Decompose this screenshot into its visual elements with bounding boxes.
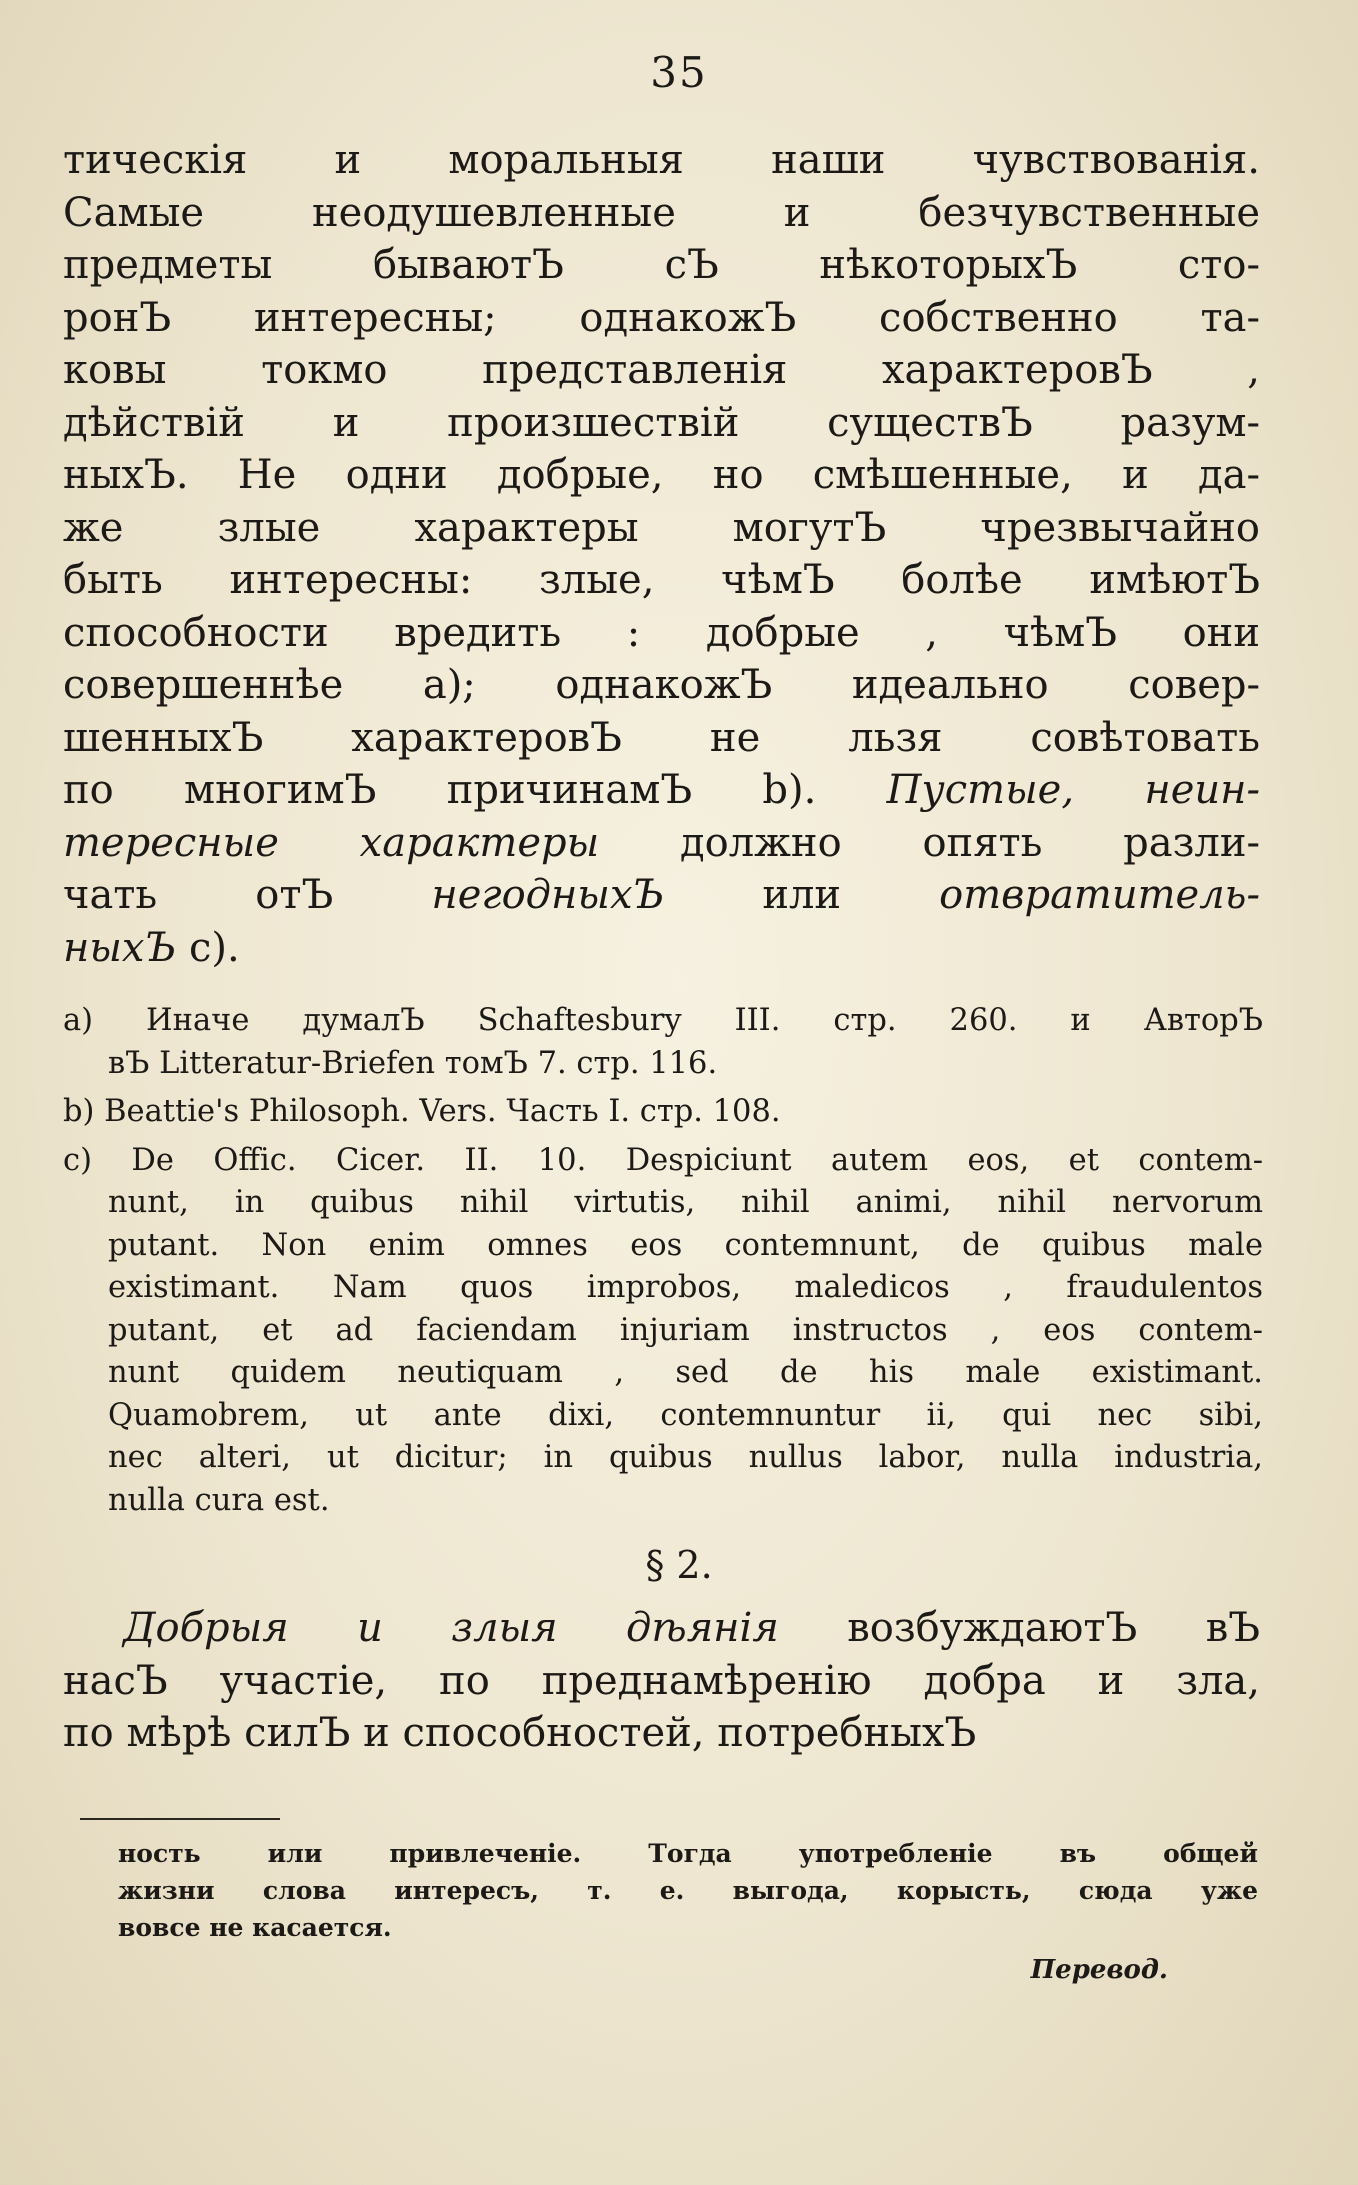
text-line: [63, 1655, 1260, 1708]
text-span: чать отЪ: [63, 872, 432, 918]
footnote-line: putant. Non enim omnes eos contemnunt, de quibus male: [108, 1227, 1263, 1263]
footnote-line: вЪ Litteratur-Briefen томЪ 7. стр. 116.: [108, 1045, 718, 1081]
footnote-line: nec alteri, ut dicitur; in quibus nullus labor, nulla industria,: [108, 1440, 1263, 1475]
text-line: [63, 659, 1260, 712]
italic-phrase: негодныхЪ: [431, 872, 665, 918]
text-span: ныхЪ. Не одни добрые, но смѣшенные, и да-: [63, 452, 1260, 498]
text-span: должно опять разли-: [599, 819, 1261, 866]
translator-note-line: ность или привлеченіе. Тогда употребленіе въ общей: [118, 1839, 1258, 1868]
text-span: совершеннѣе a); однакожЪ идеально совер-: [63, 662, 1260, 708]
text-line: [63, 764, 1260, 817]
italic-phrase: ныхЪ: [63, 924, 177, 971]
text-line: [63, 397, 1260, 450]
footnote-line: nunt quidem neutiquam , sed de his male existimant.: [108, 1355, 1263, 1390]
text-span: быть интересны: злые, чѣмЪ болѣе имѣютЪ: [63, 557, 1260, 603]
italic-phrase: тересные характеры: [63, 819, 600, 866]
footnote-line: Quamobrem, ut ante dixi, contemnuntur ii, qui nec sibi,: [108, 1397, 1263, 1433]
footnote-rule: [80, 1818, 280, 1820]
text-line: [63, 607, 1260, 660]
text-span: насЪ участіе, по преднамѣренію добра и зла,: [63, 1657, 1260, 1704]
footnote: [63, 1000, 1263, 1085]
text-line: [63, 1707, 1260, 1760]
text-line: [63, 869, 1260, 922]
footnote: [63, 1091, 1263, 1134]
text-line: [63, 712, 1260, 765]
text-line: [63, 502, 1260, 555]
text-span: шенныхЪ характеровЪ не льзя совѣтовать: [63, 714, 1260, 761]
text-span: по мѣрѣ силЪ и способностей, потребныхЪ: [63, 1710, 977, 1756]
text-span: или: [664, 872, 940, 918]
translator-note: [118, 1835, 1258, 1946]
text-span: c).: [176, 924, 240, 971]
text-line: [63, 134, 1260, 187]
text-span: Самые неодушевленные и безчувственные: [63, 189, 1260, 236]
footnote: [63, 1140, 1263, 1523]
italic-phrase: отвратитель-: [939, 872, 1260, 918]
text-span: ронЪ интересны; однакожЪ собственно та-: [63, 294, 1260, 341]
italic-phrase: Пустые, неин-: [886, 767, 1260, 813]
main-paragraph: [63, 134, 1260, 974]
translator-signature: Перевод.: [1030, 1955, 1168, 1985]
text-span: же злые характеры могутЪ чрезвычайно: [63, 504, 1260, 551]
page-number: 35: [650, 48, 708, 97]
footnote-line: nunt, in quibus nihil virtutis, nihil animi, nihil nervorum: [108, 1185, 1263, 1220]
text-line: [63, 344, 1260, 397]
footnote-line: existimant. Nam quos improbos, maledicos , fraudulentos: [108, 1270, 1263, 1305]
text-span: способности вредить : добрые , чѣмЪ они: [63, 609, 1260, 656]
footnote-line: c) De Offic. Cicer. II. 10. Despiciunt autem eos, et contem-: [63, 1142, 1263, 1178]
text-span: возбуждаютЪ вЪ: [778, 1605, 1260, 1651]
footnote-line: putant, et ad faciendam injuriam instructos , eos contem-: [108, 1312, 1263, 1348]
footnotes: [63, 1000, 1263, 1528]
translator-note-line: вовсе не касается.: [118, 1913, 392, 1942]
text-span: ковы токмо представленія характеровЪ ,: [63, 347, 1260, 393]
text-line: [63, 1602, 1260, 1655]
text-line: [63, 239, 1260, 292]
text-line: [63, 292, 1260, 345]
section-mark: § 2.: [645, 1543, 713, 1587]
footnote-line: nulla cura est.: [108, 1482, 330, 1518]
footnote-line: a) Иначе думалЪ Schaftesbury III. стр. 260. и АвторЪ: [63, 1003, 1263, 1038]
text-line: [63, 449, 1260, 502]
text-span: по многимЪ причинамЪ b).: [63, 767, 887, 813]
text-line: [63, 922, 1260, 975]
text-span: предметы бываютЪ сЪ нѣкоторыхЪ сто-: [63, 242, 1260, 288]
text-span: тическія и моральныя наши чувствованія.: [63, 137, 1260, 183]
text-line: [63, 187, 1260, 240]
text-line: [63, 554, 1260, 607]
footnote-line: b) Beattie's Philosoph. Vers. Часть I. стр. 108.: [63, 1094, 781, 1129]
text-span: дѣйствій и произшествій существЪ разум-: [63, 399, 1260, 446]
translator-note-line: жизни слова интересъ, т. е. выгода, корысть, сюда уже: [118, 1876, 1258, 1905]
section-2-paragraph: [63, 1602, 1260, 1760]
text-line: [63, 817, 1260, 870]
italic-phrase: Добрыя и злыя дѣянія: [123, 1605, 779, 1651]
